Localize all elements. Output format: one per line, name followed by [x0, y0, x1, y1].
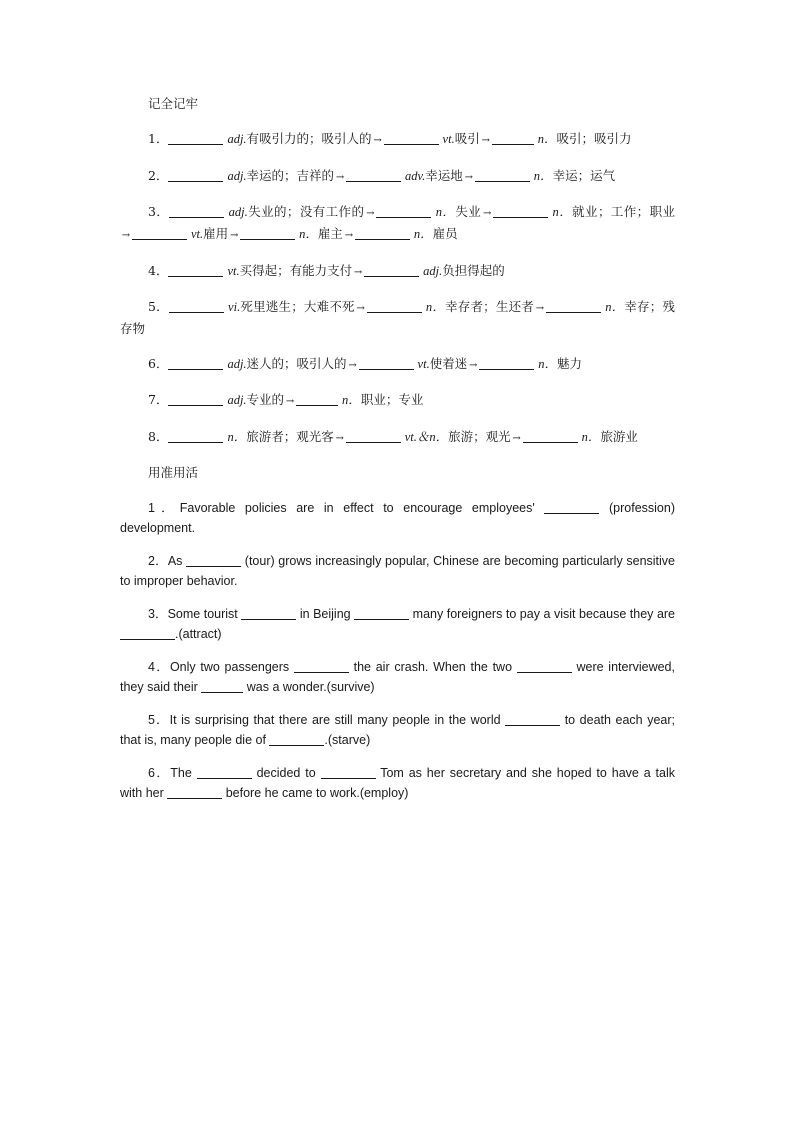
answer-blank[interactable]: [523, 430, 578, 443]
answer-blank[interactable]: [168, 430, 223, 443]
answer-blank[interactable]: [355, 227, 410, 240]
answer-blank[interactable]: [479, 357, 534, 370]
answer-blank[interactable]: [197, 766, 252, 779]
arrow-icon: →: [512, 432, 521, 444]
answer-blank[interactable]: [346, 169, 401, 182]
arrow-icon: →: [348, 359, 357, 371]
sentence-item-2: 2．As (tour) grows increasingly popular, Chinese are becoming particularly sensitive to improper behavior.: [120, 554, 676, 588]
arrow-icon: →: [469, 359, 478, 371]
answer-blank[interactable]: [294, 660, 349, 673]
sentence-item-1: 1．Favorable policies are in effect to encourage employees' (profession) development.: [120, 501, 675, 535]
answer-blank[interactable]: [354, 607, 409, 620]
answer-blank[interactable]: [346, 430, 401, 443]
answer-blank[interactable]: [517, 660, 572, 673]
arrow-icon: →: [373, 135, 382, 146]
answer-blank[interactable]: [321, 766, 376, 779]
answer-blank[interactable]: [169, 300, 224, 313]
answer-blank[interactable]: [168, 132, 223, 145]
answer-blank[interactable]: [120, 627, 175, 640]
answer-blank[interactable]: [367, 300, 422, 313]
answer-blank[interactable]: [168, 169, 223, 182]
worksheet-page: [120, 94, 675, 816]
answer-blank[interactable]: [359, 357, 414, 370]
arrow-icon: →: [121, 230, 131, 241]
vocab-item-6: 6． adj.迷人的；吸引人的 → vt.使着迷 → n．魅力: [120, 354, 675, 376]
section-title-usage: 用准用活: [148, 465, 199, 480]
arrow-icon: →: [535, 303, 545, 314]
arrow-icon: →: [353, 266, 363, 278]
answer-blank[interactable]: [167, 786, 222, 799]
answer-blank[interactable]: [505, 713, 560, 726]
answer-blank[interactable]: [201, 680, 243, 693]
vocab-item-4: 4． vt.买得起；有能力支付 → adj.负担得起的: [120, 261, 675, 283]
answer-blank[interactable]: [169, 205, 224, 218]
answer-blank[interactable]: [493, 205, 548, 218]
answer-blank[interactable]: [186, 554, 241, 567]
sentence-item-6: 6．The decided to Tom as her secretary and she hoped to have a talk with her before he came to work.(employ): [120, 766, 676, 800]
vocab-item-2: 2． adj.幸运的；吉祥的 → adv.幸运地 → n．幸运；运气: [120, 166, 675, 188]
section-title-memorize: 记全记牢: [148, 96, 199, 111]
vocab-item-5: 5． vi.死里逃生；大难不死 → n．幸存者；生还者 → n．幸存；残存物: [120, 299, 675, 336]
answer-blank[interactable]: [269, 733, 324, 746]
answer-blank[interactable]: [168, 357, 223, 370]
arrow-icon: →: [335, 171, 345, 183]
arrow-icon: →: [366, 208, 375, 219]
sentence-item-3: 3．Some tourist in Beijing many foreigners to pay a visit because they are .(attract): [120, 604, 675, 644]
sentence-item-4: 4．Only two passengers the air crash. When the two were interviewed, they said their was a wonder.(survive): [120, 660, 675, 694]
vocab-item-7: 7． adj.专业的 → n．职业；专业: [120, 390, 675, 412]
arrow-icon: →: [356, 303, 365, 314]
arrow-icon: →: [335, 432, 344, 444]
answer-blank[interactable]: [132, 227, 187, 240]
vocab-item-8: 8． n．旅游者；观光客 → vt.＆n．旅游；观光 → n．旅游业: [120, 427, 675, 449]
answer-blank[interactable]: [384, 132, 439, 145]
vocabulary-section: [120, 129, 675, 449]
vocab-item-3: 3． adj.失业的；没有工作的 → n．失业 → n．就业；工作；职业→ vt.雇用 → n．雇主 → n．雇员: [120, 202, 675, 246]
answer-blank[interactable]: [240, 227, 295, 240]
answer-blank[interactable]: [492, 132, 534, 145]
answer-blank[interactable]: [364, 264, 419, 277]
answer-blank[interactable]: [376, 205, 431, 218]
sentence-section: [120, 498, 675, 803]
answer-blank[interactable]: [296, 393, 338, 406]
arrow-icon: →: [229, 230, 239, 241]
vocab-item-1: 1． adj.有吸引力的；吸引人的 → vt.吸引 → n．吸引；吸引力: [120, 129, 675, 151]
arrow-icon: →: [481, 135, 490, 146]
answer-blank[interactable]: [168, 264, 223, 277]
arrow-icon: →: [285, 396, 295, 407]
answer-blank[interactable]: [475, 169, 530, 182]
arrow-icon: →: [482, 208, 492, 219]
answer-blank[interactable]: [546, 300, 601, 313]
sentence-item-5: 5．It is surprising that there are still many people in the world to death each year; that is, many people die of .(starve): [120, 713, 675, 747]
answer-blank[interactable]: [241, 607, 296, 620]
answer-blank[interactable]: [168, 393, 223, 406]
arrow-icon: →: [344, 230, 354, 241]
answer-blank[interactable]: [544, 501, 599, 514]
arrow-icon: →: [464, 171, 473, 183]
